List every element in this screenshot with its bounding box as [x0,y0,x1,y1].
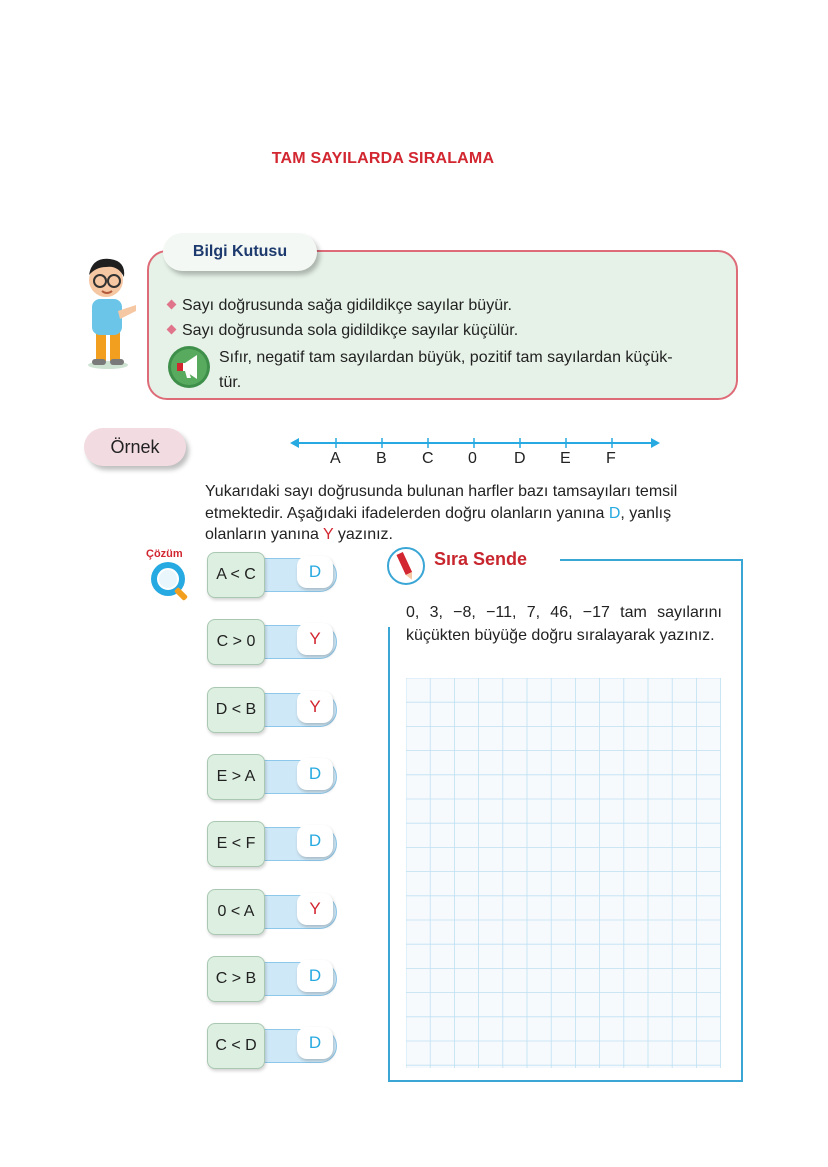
kid-mascot-illustration [78,253,142,371]
diamond-bullet-icon [167,300,177,310]
number-line-label: 0 [468,450,477,467]
info-bullet: Sayı doğrusunda sola gidildikçe sayılar küçülür. [168,322,518,340]
answer-box[interactable]: D [297,1027,333,1059]
answer-box[interactable]: D [297,960,333,992]
answer-grid[interactable] [406,678,721,1068]
number-line-label: D [514,450,526,467]
your-turn-title: Sıra Sende [434,549,528,569]
comparison-expression: E < F [207,821,265,867]
info-bullet: Sayı doğrusunda sağa gidildikçe sayılar büyür. [168,297,512,315]
comparison-expression: 0 < A [207,889,265,935]
number-line-label: B [376,450,387,467]
comparison-item [207,889,337,935]
solution-magnifier-icon [140,543,196,603]
comparison-expression: A < C [207,552,265,598]
comparison-item [207,1023,337,1069]
comparison-item [207,552,337,598]
pencil-icon [386,546,426,586]
comparison-expression: C < D [207,1023,265,1069]
example-tab: Örnek [84,428,186,466]
example-description: Yukarıdaki sayı doğrusunda bulunan harfler bazı tamsayıları temsil etmektedir. Aşağıdaki ifadelerden doğru olanların yanına D, yanlış olanların yanına Y yazınız. [205,483,678,543]
comparison-item [207,956,337,1002]
answer-box[interactable]: D [297,825,333,857]
number-line-label: E [560,450,571,467]
comparison-item [207,754,337,800]
comparison-item [207,821,337,867]
diamond-bullet-icon [167,325,177,335]
comparison-expression: C > B [207,956,265,1002]
comparison-expression: D < B [207,687,265,733]
comparison-expression: C > 0 [207,619,265,665]
cozum-label: Çözüm [146,548,183,560]
comparison-item [207,619,337,665]
info-note: Sıfır, negatif tam sayılardan büyük, pozitif tam sayılardan küçük- tür. [219,349,673,391]
page-title: TAM SAYILARDA SIRALAMA [271,150,495,167]
your-turn-question: 0, 3, −8, −11, 7, 46, −17 tam sayılarını küçükten büyüğe doğru sıralayarak yazınız. [406,604,722,644]
answer-box[interactable]: D [297,758,333,790]
answer-box[interactable]: Y [297,623,333,655]
comparison-expression: E > A [207,754,265,800]
answer-box[interactable]: Y [297,691,333,723]
answer-box[interactable]: D [297,556,333,588]
info-box-tab: Bilgi Kutusu [163,233,317,271]
megaphone-icon [167,345,211,389]
number-line-label: C [422,450,434,467]
comparison-item [207,687,337,733]
answer-box[interactable]: Y [297,893,333,925]
number-line-label: F [606,450,616,467]
number-line-label: A [330,450,341,467]
